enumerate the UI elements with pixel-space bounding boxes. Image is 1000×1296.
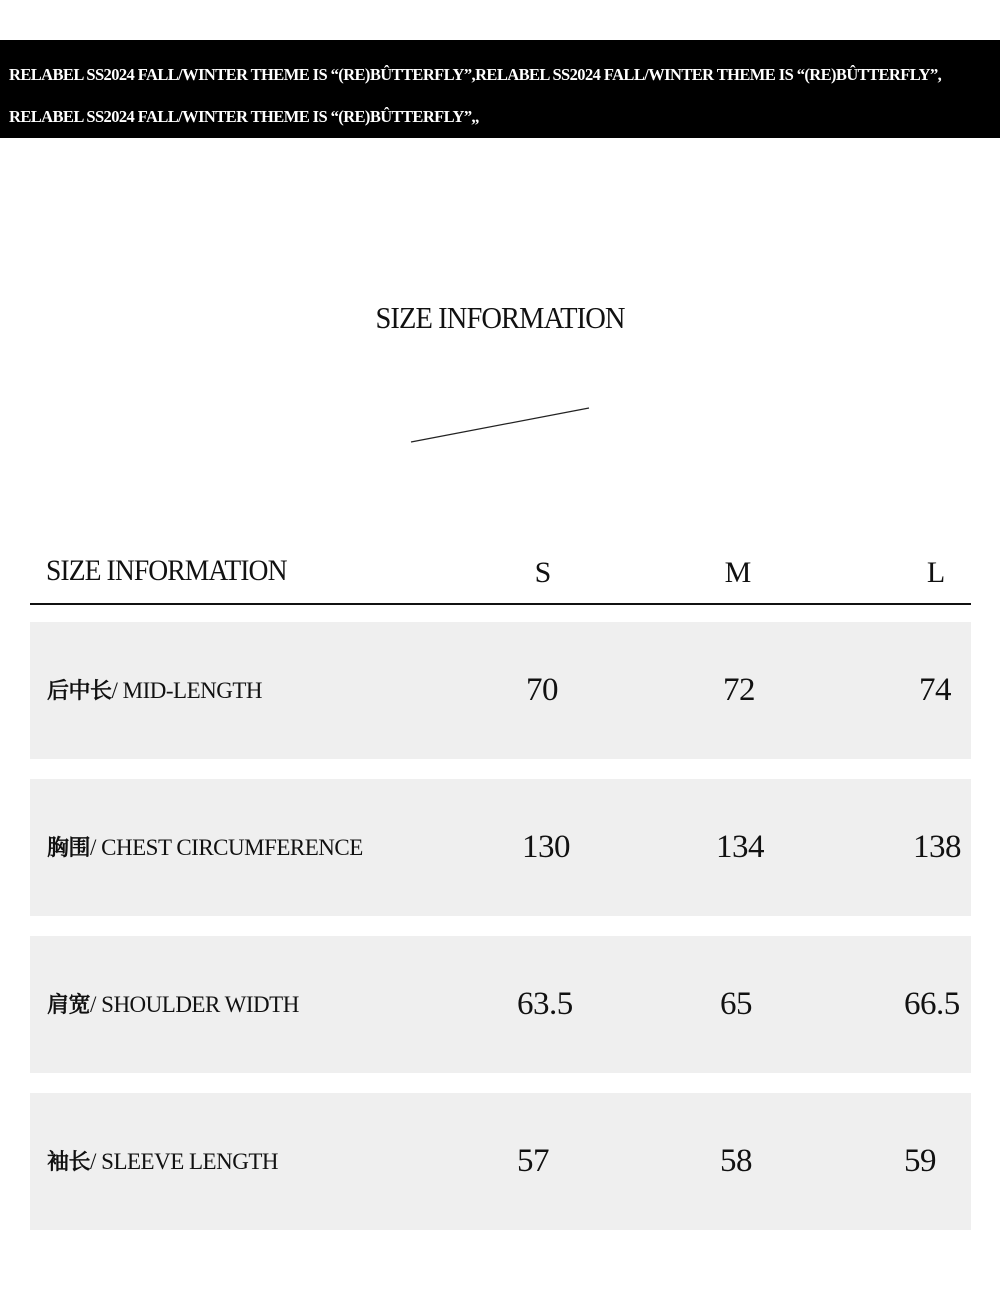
row-label-cn: 袖长 bbox=[47, 1150, 91, 1175]
value-m: 58 bbox=[720, 1143, 752, 1179]
table-header-label: SIZE INFORMATION bbox=[46, 554, 287, 587]
row-label bbox=[47, 779, 363, 916]
value-m: 134 bbox=[716, 829, 764, 865]
table-row-mid-length bbox=[30, 622, 971, 759]
value-m: 65 bbox=[720, 986, 752, 1022]
row-label bbox=[47, 936, 299, 1073]
row-label-cn: 后中长 bbox=[47, 679, 112, 704]
banner-text-line-2: RELABEL SS2024 FALL/WINTER THEME IS “(RE)BÛTTERFLY”,, bbox=[9, 107, 479, 126]
value-l: 74 bbox=[919, 672, 951, 708]
row-label-en: / MID-LENGTH bbox=[111, 678, 263, 703]
decorative-slash-line bbox=[400, 400, 600, 450]
value-s: 57 bbox=[517, 1143, 549, 1179]
table-header bbox=[30, 550, 971, 605]
row-label-cn: 肩宽 bbox=[47, 993, 91, 1018]
value-m: 72 bbox=[723, 672, 755, 708]
page-title: SIZE INFORMATION bbox=[375, 300, 625, 335]
value-s: 130 bbox=[522, 829, 570, 865]
row-label-en: / CHEST CIRCUMFERENCE bbox=[90, 835, 363, 860]
row-label-en: / SHOULDER WIDTH bbox=[90, 992, 299, 1017]
table-row-chest bbox=[30, 779, 971, 916]
table-row-shoulder bbox=[30, 936, 971, 1073]
table-row-sleeve bbox=[30, 1093, 971, 1230]
value-s: 70 bbox=[526, 672, 558, 708]
size-column-m: M bbox=[724, 556, 752, 589]
row-label-cn: 胸围 bbox=[47, 836, 91, 861]
value-l: 66.5 bbox=[904, 986, 960, 1022]
size-column-s: S bbox=[534, 556, 552, 589]
size-column-l: L bbox=[926, 556, 946, 589]
value-l: 138 bbox=[913, 829, 961, 865]
row-label-en: / SLEEVE LENGTH bbox=[90, 1149, 278, 1174]
header-banner bbox=[0, 40, 1000, 138]
banner-text-line-1: RELABEL SS2024 FALL/WINTER THEME IS “(RE)BÛTTERFLY”,RELABEL SS2024 FALL/WINTER THEME IS “(RE)BÛTTERFLY”, bbox=[9, 65, 942, 84]
row-label bbox=[47, 1093, 278, 1230]
value-l: 59 bbox=[904, 1143, 936, 1179]
row-label bbox=[47, 622, 262, 759]
value-s: 63.5 bbox=[517, 986, 573, 1022]
